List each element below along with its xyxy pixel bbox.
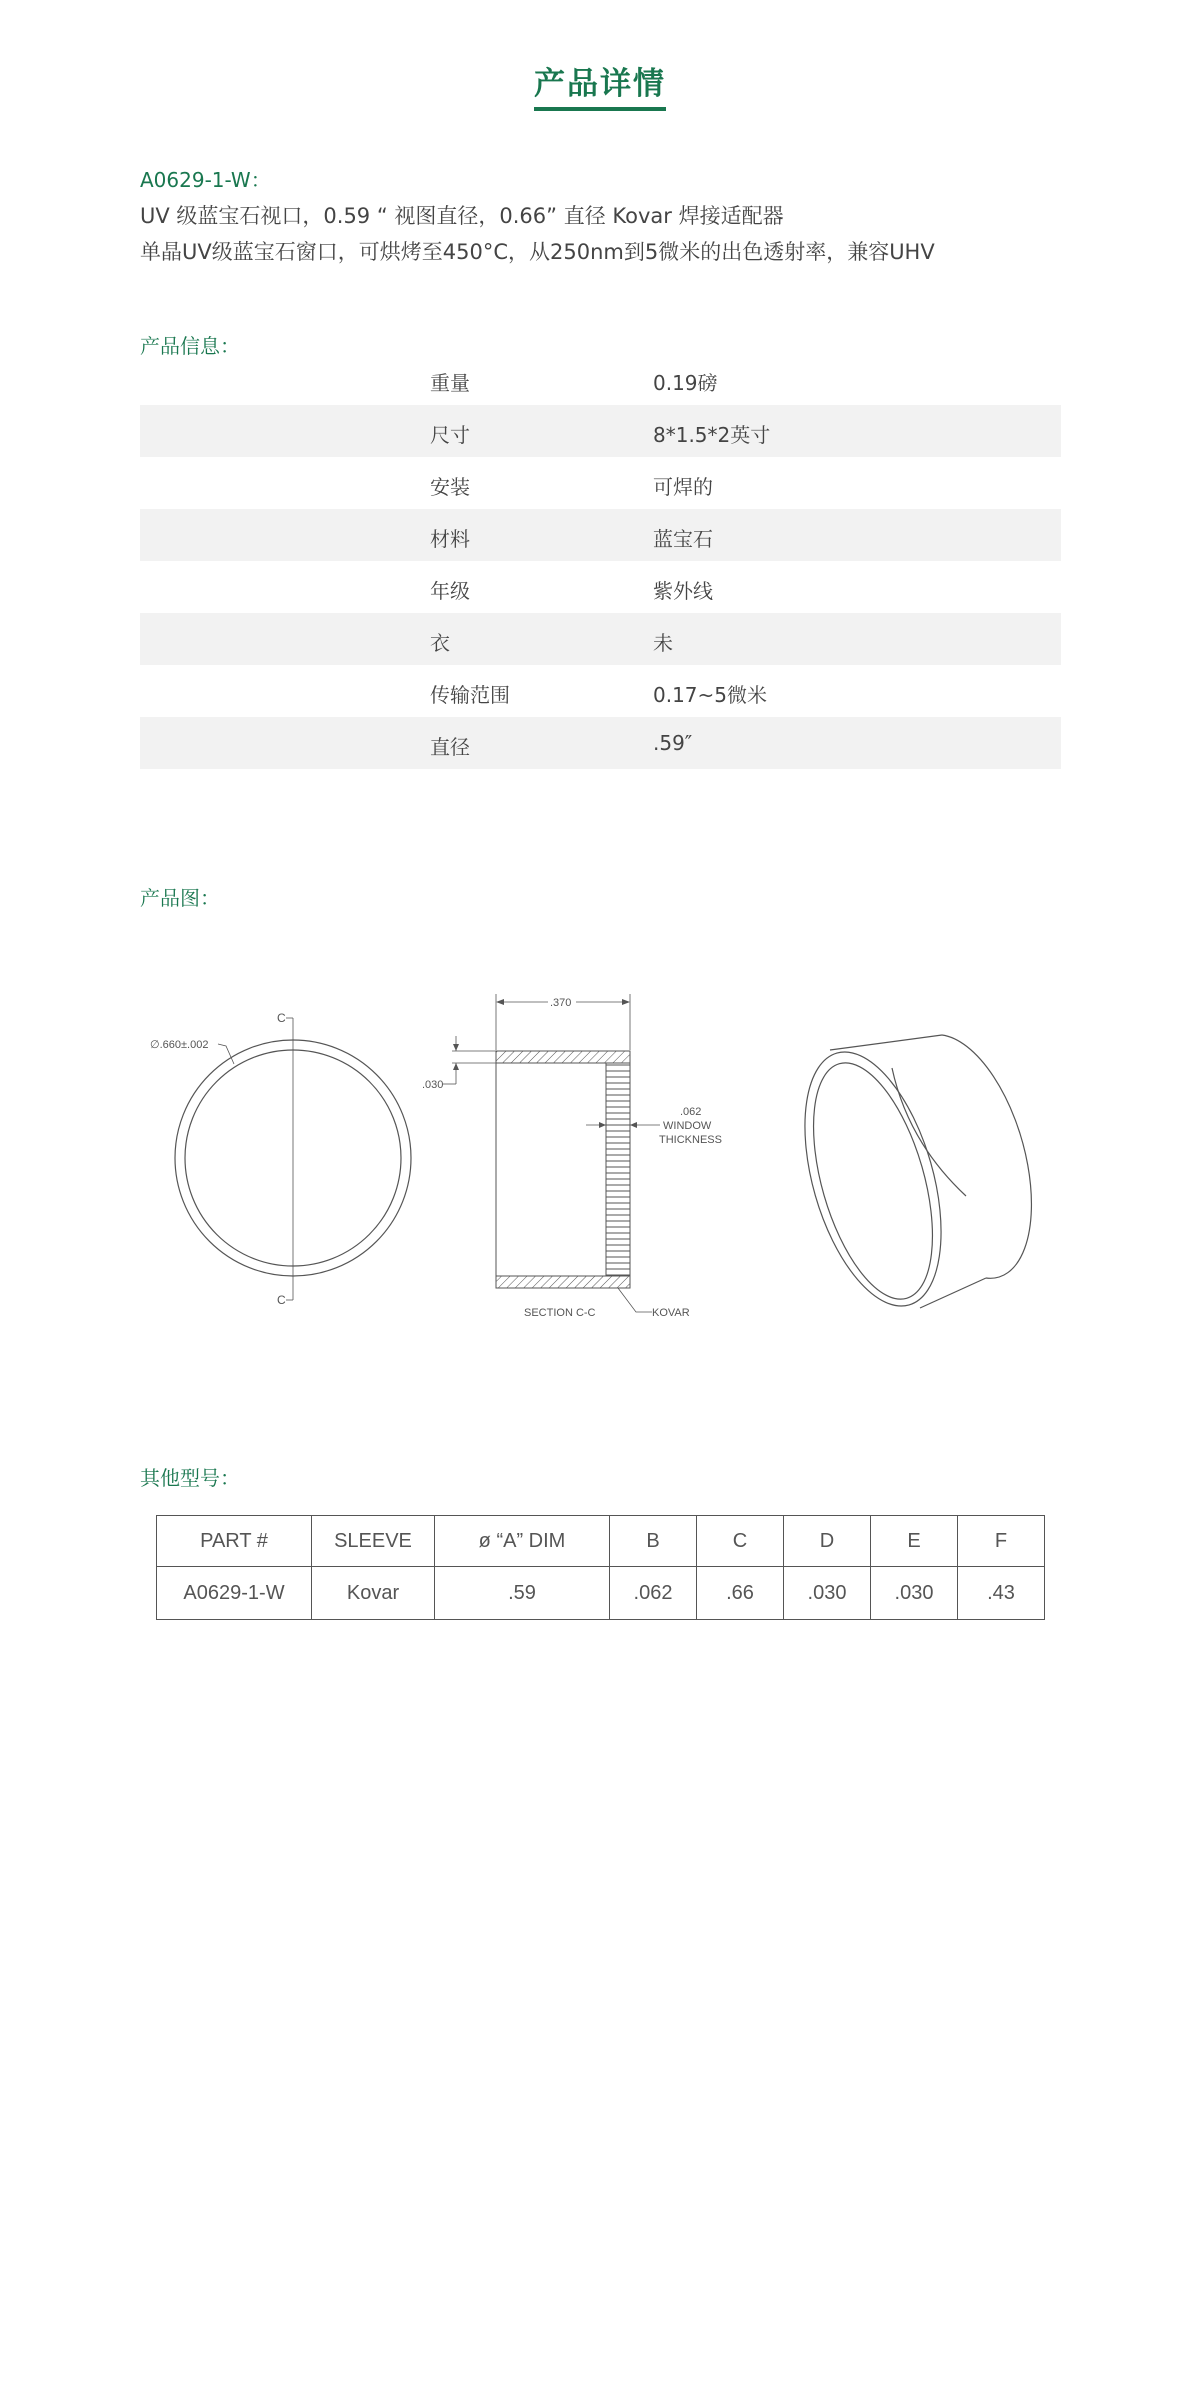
table-header-row <box>157 1516 1045 1567</box>
cell-d: .030 <box>784 1567 871 1620</box>
product-info-label: 产品信息： <box>140 334 240 358</box>
cell-sleeve: Kovar <box>312 1567 435 1620</box>
col-header-f: F <box>958 1516 1045 1567</box>
cylinder-bottom-edge <box>920 1278 986 1308</box>
description-line-1: UV 级蓝宝石视口，0.59 “ 视图直径，0.66” 直径 Kovar 焊接适配器 <box>140 204 784 228</box>
info-value: .59″ <box>653 731 693 755</box>
kovar-annotation: KOVAR <box>652 1307 690 1319</box>
title-wrap <box>0 58 1200 111</box>
col-header-a-dim: ø “A” DIM <box>435 1516 610 1567</box>
wall-arrow-top <box>453 1044 459 1051</box>
window-section <box>606 1063 630 1276</box>
cell-a-dim: .59 <box>435 1567 610 1620</box>
info-row <box>140 561 1061 613</box>
other-models-table <box>156 1515 1045 1620</box>
front-rim-outer <box>779 1037 967 1322</box>
diameter-annotation: ∅.660±.002 <box>150 1039 209 1051</box>
info-key: 重量 <box>430 371 470 395</box>
col-header-c: C <box>697 1516 784 1567</box>
window-label-1: WINDOW <box>663 1120 712 1132</box>
width-annotation: .370 <box>550 997 572 1009</box>
info-row <box>140 457 1061 509</box>
other-models-label: 其他型号： <box>140 1466 240 1490</box>
info-key: 衣 <box>430 631 450 655</box>
cylinder-back-rim <box>942 1035 1031 1278</box>
info-key: 安装 <box>430 475 470 499</box>
arrow-left <box>496 999 504 1005</box>
arrow-right <box>622 999 630 1005</box>
window-arrow-right <box>630 1122 637 1128</box>
window-label-2: THICKNESS <box>659 1134 722 1146</box>
col-header-sleeve: SLEEVE <box>312 1516 435 1567</box>
part-code: A0629-1-W： <box>140 168 271 192</box>
cell-b: .062 <box>610 1567 697 1620</box>
section-mark-top: C <box>277 1011 286 1025</box>
front-rim-inner <box>790 1050 955 1313</box>
cell-c: .66 <box>697 1567 784 1620</box>
cylinder-top-edge <box>830 1035 942 1050</box>
kovar-leader <box>618 1288 652 1312</box>
table-row <box>157 1567 1045 1620</box>
col-header-e: E <box>871 1516 958 1567</box>
info-row <box>140 613 1061 665</box>
info-value: 紫外线 <box>653 579 713 603</box>
info-key: 传输范围 <box>430 683 510 707</box>
wall-annotation: .030 <box>422 1079 444 1091</box>
info-value: 0.17~5微米 <box>653 683 768 707</box>
cell-e: .030 <box>871 1567 958 1620</box>
info-row <box>140 353 1061 405</box>
info-row <box>140 717 1061 769</box>
cell-f: .43 <box>958 1567 1045 1620</box>
info-key: 直径 <box>430 735 470 759</box>
section-caption: SECTION C-C <box>524 1307 596 1319</box>
product-info-table <box>140 353 1061 769</box>
window-arrow-left <box>599 1122 606 1128</box>
front-view <box>150 1011 411 1307</box>
info-key: 年级 <box>430 579 470 603</box>
info-row <box>140 405 1061 457</box>
inner-bore-edge <box>892 1068 966 1196</box>
info-key: 尺寸 <box>430 423 470 447</box>
top-wall <box>496 1051 630 1063</box>
col-header-d: D <box>784 1516 871 1567</box>
info-value: 未 <box>653 631 673 655</box>
page-title: 产品详情 <box>534 58 666 111</box>
section-view <box>422 994 722 1319</box>
info-value: 0.19磅 <box>653 371 718 395</box>
info-key: 材料 <box>430 527 470 551</box>
description-line-2: 单晶UV级蓝宝石窗口，可烘烤至450°C，从250nm到5微米的出色透射率，兼容UHV <box>140 240 935 264</box>
col-header-part: PART # <box>157 1516 312 1567</box>
info-row <box>140 665 1061 717</box>
info-value: 可焊的 <box>653 475 713 499</box>
wall-arrow-bottom <box>453 1063 459 1070</box>
technical-drawing <box>130 960 1070 1360</box>
info-value: 8*1.5*2英寸 <box>653 423 771 447</box>
col-header-b: B <box>610 1516 697 1567</box>
info-row <box>140 509 1061 561</box>
cell-part: A0629-1-W <box>157 1567 312 1620</box>
isometric-view <box>779 1035 1031 1321</box>
info-value: 蓝宝石 <box>653 527 713 551</box>
window-value: .062 <box>680 1106 702 1118</box>
bottom-wall <box>496 1276 630 1288</box>
section-mark-bottom: C <box>277 1293 286 1307</box>
product-drawing-label: 产品图： <box>140 886 220 910</box>
